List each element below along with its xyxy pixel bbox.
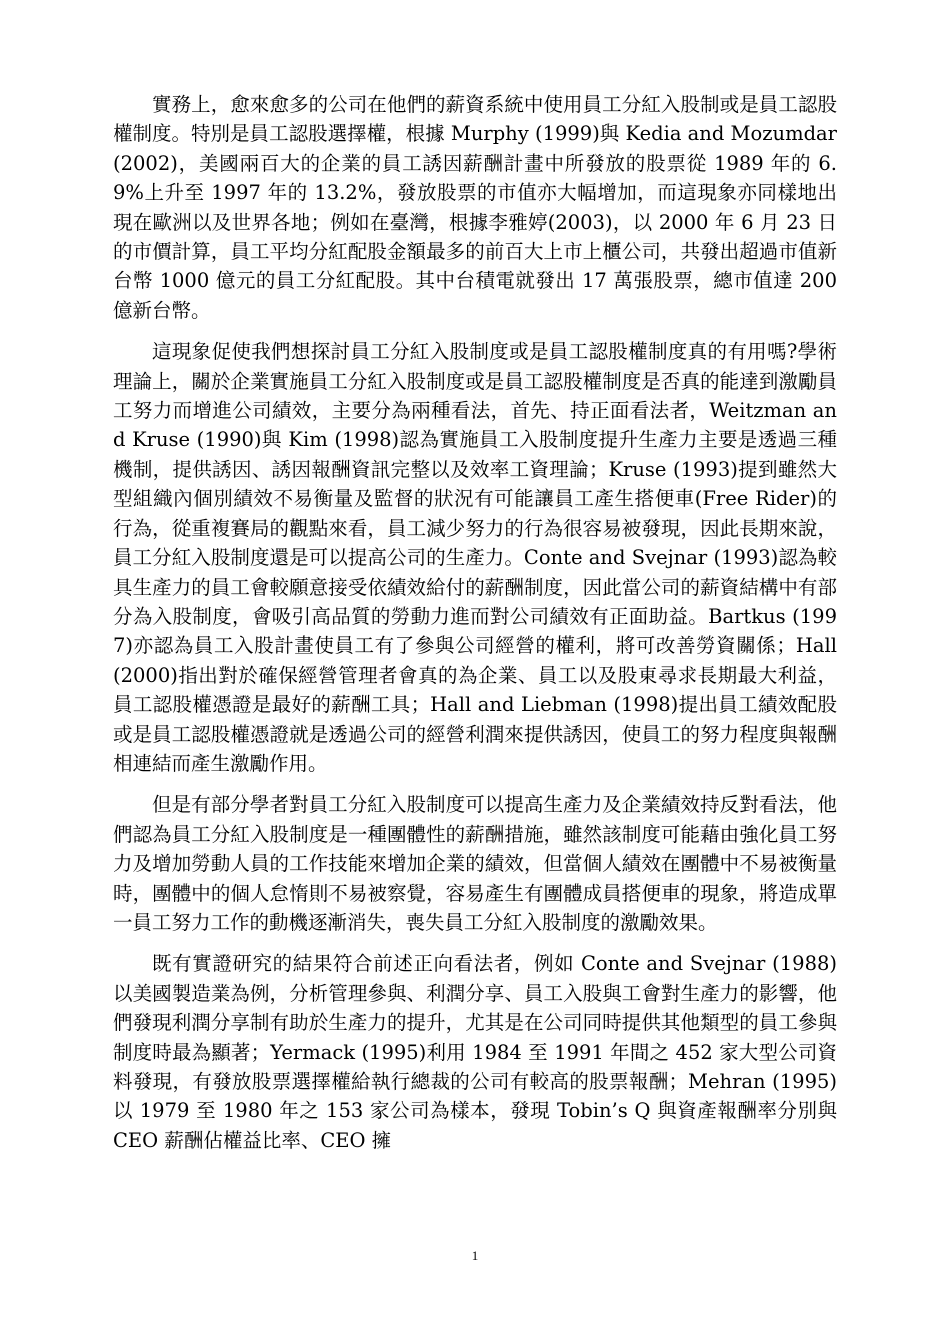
paragraph-empirical-evidence: 既有實證研究的結果符合前述正向看法者，例如 Conte and Svejnar (1988)以美國製造業為例，分析管理參與、利潤分享、員工入股與工會對生產力的影響，他們發現利潤分享制有助於生產力的提升，尤其是在公司同時提供其他類型的員工參與制度時最為顯著；Yermack (1995)利用 1984 至 1991 年間之 452 家大型公司資料發現，有發放股票選擇權給執行總裁的公司有較高的股票報酬；Mehran (1995)以 1979 至 1980 年之 153 家公司為樣本，發現 Tobin’s Q 與資產報酬率分別與 CEO 薪酬佔權益比率、CEO 擁 — [113, 952, 837, 1152]
paragraph-negative-view: 但是有部分學者對員工分紅入股制度可以提高生產力及企業績效持反對看法，他們認為員工分紅入股制度是一種團體性的薪酬措施，雖然該制度可能藉由強化員工努力及增加勞動人員的工作技能來增加企業的績效，但當個人績效在團體中不易被衡量時，團體中的個人怠惰則不易被察覺，容易產生有團體成員搭便車的現象，將造成單一員工努力工作的動機逐漸消失，喪失員工分紅入股制度的激勵效果。 — [113, 793, 837, 934]
page-number: 1 — [471, 1248, 479, 1263]
document-body — [113, 90, 837, 1167]
paragraph-employee-stock-practice: 實務上，愈來愈多的公司在他們的薪資系統中使用員工分紅入股制或是員工認股權制度。特別是員工認股選擇權，根據 Murphy (1999)與 Kedia and Mozumdar (2002)，美國兩百大的企業的員工誘因薪酬計畫中所發放的股票從 1989 年的 6.9%上升至 1997 年的 13.2%，發放股票的市值亦大幅增加，而這現象亦同樣地出現在歐洲以及世界各地；例如在臺灣，根據李雅婷(2003)，以 2000 年 6 月 23 日的市價計算，員工平均分紅配股金額最多的前百大上市上櫃公司，共發出超過市值新台幣 1000 億元的員工分紅配股。其中台積電就發出 17 萬張股票，總市值達 200 億新台幣。 — [113, 93, 837, 322]
paragraph-positive-view: 這現象促使我們想探討員工分紅入股制度或是員工認股權制度真的有用嗎?學術理論上，關於企業實施員工分紅入股制度或是員工認股權制度是否真的能達到激勵員工努力而增進公司績效，主要分為兩種看法，首先、持正面看法者，Weitzman and Kruse (1990)與 Kim (1998)認為實施員工入股制度提升生產力主要是透過三種機制，提供誘因、誘因報酬資訊完整以及效率工資理論；Kruse (1993)提到雖然大型組織內個別績效不易衡量及監督的狀況有可能讓員工產生搭便車(Free Rider)的行為，從重複賽局的觀點來看，員工減少努力的行為很容易被發現，因此長期來說，員工分紅入股制度還是可以提高公司的生產力。Conte and Svejnar (1993)認為較具生產力的員工會較願意接受依績效給付的薪酬制度，因此當公司的薪資結構中有部分為入股制度，會吸引高品質的勞動力進而對公司績效有正面助益。Bartkus (1997)亦認為員工入股計畫使員工有了參與公司經營的權利，將可改善勞資關係；Hall (2000)指出對於確保經營管理者會真的為企業、員工以及股東尋求長期最大利益，員工認股權憑證是最好的薪酬工具；Hall and Liebman (1998)提出員工績效配股或是員工認股權憑證就是透過公司的經營利潤來提供誘因，使員工的努力程度與報酬相連結而產生激勵作用。 — [113, 340, 837, 775]
